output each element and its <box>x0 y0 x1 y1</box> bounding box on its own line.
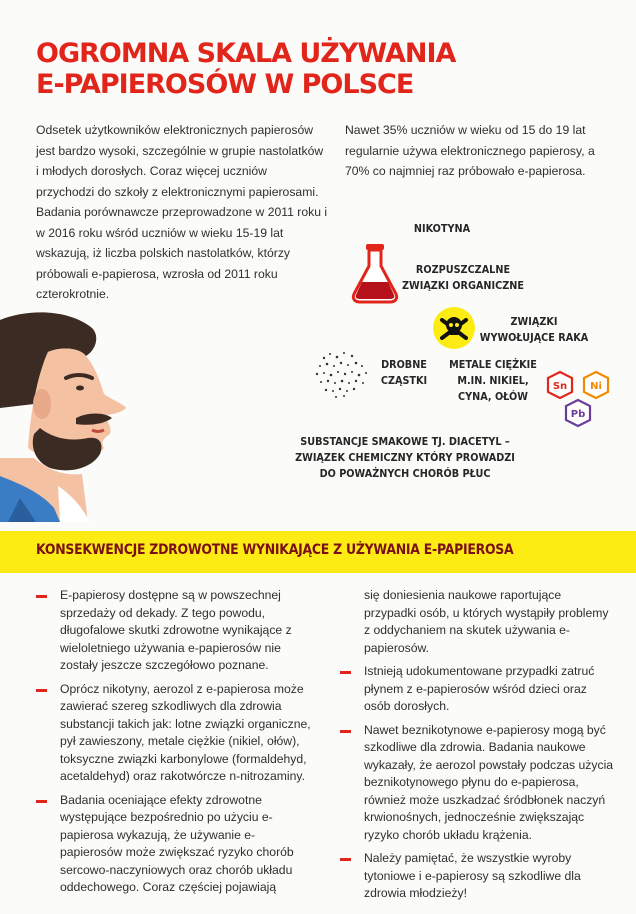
title-line-2: E-PAPIEROSÓW W POLSCE <box>36 69 414 100</box>
element-ni: Ni <box>590 381 602 392</box>
bullet-dash-icon <box>36 800 47 803</box>
consequences-list-left <box>36 587 311 903</box>
consequences-list-right <box>340 587 614 909</box>
list-item: Badania oceniające efekty zdrowotne występujące bezpośrednio po użyciu e-papierosa wykazują, że używanie e-papierosów może zwiększać ryzyko chorób sercowo-naczyniowych oraz chorób układu oddechowego. Coraz częściej pojawiają <box>36 792 311 897</box>
bullet-dash-icon <box>36 595 47 598</box>
label-carcinogens: ZWIĄZKI WYWOŁUJĄCE RAKA <box>479 315 589 344</box>
list-item: Nawet beznikotynowe e-papierosy mogą być szkodliwe dla zdrowia. Badania naukowe wykazały, że aerozol powstały podczas użycia beznikotynowego płynu do e-papierosa, również może uszkadzać śródbłonek naczyń krwionośnych, jednocześnie zwiększając ryzyko chorób układu krążenia. <box>340 722 614 845</box>
page-title <box>36 38 455 100</box>
list-item: Istnieją udokumentowane przypadki zatruć płynem z e-papierosów wśród dzieci oraz osób dorosłych. <box>340 663 614 716</box>
bullet-dash-icon <box>340 858 351 861</box>
list-item: Należy pamiętać, że wszystkie wyroby tytoniowe i e-papierosy są szkodliwe dla zdrowia młodzieży! <box>340 850 614 903</box>
skull-crossbones-icon <box>432 306 476 350</box>
element-sn: Sn <box>552 381 568 392</box>
element-hexagons-icon <box>546 370 612 432</box>
section-heading: KONSEKWENCJE ZDROWOTNE WYNIKAJĄCE Z UŻYWANIA E-PAPIEROSA <box>36 542 514 558</box>
label-nicotine: NIKOTYNA <box>413 222 471 235</box>
list-item: Oprócz nikotyny, aerozol z e-papierosa może zawierać szereg szkodliwych dla zdrowia substancji takich jak: lotne związki organiczne, pył zawieszony, metale ciężkie (nikiel, ołów), toksyczne związki karbonylowe (formaldehyd, acetaldehyd) oraz rakotwórcze n-nitrozaminy. <box>36 681 311 786</box>
face-profile-illustration <box>0 308 160 522</box>
bullet-dash-icon <box>340 671 351 674</box>
intro-paragraph-right: Nawet 35% uczniów w wieku od 15 do 19 lat regularnie używa elektronicznego papierosy, a 70% co najmniej raz próbowało e-papierosa. <box>345 123 595 178</box>
label-heavy-metals: METALE CIĘŻKIE M.IN. NIKIEL, CYNA, OŁÓW <box>449 358 537 403</box>
list-item-continuation: się doniesienia naukowe raportujące przypadki osób, u których wystąpiły problemy z oddychaniem na skutek używania e-papierosów. <box>364 588 609 655</box>
intro-paragraph-left: Odsetek użytkowników elektronicznych papierosów jest bardzo wysoki, szczególnie w grupie nastolatków i młodych dorosłych. Coraz więcej uczniów przychodzi do szkoły z elektronicznymi papierosami. Badania porównawcze przeprowadzone w 2011 roku i w 2016 roku wśród uczniów w wieku 15-19 lat wskazują, iż liczba polskich nastolatków, którzy próbowali e-papierosa, wzrosła od 2011 roku czterokrotnie. <box>36 123 328 301</box>
bullet-dash-icon <box>340 730 351 733</box>
label-flavorings: SUBSTANCJE SMAKOWE TJ. DIACETYL – ZWIĄZEK CHEMICZNY KTÓRY PROWADZI DO POWAŻNYCH CHORÓB PŁUC <box>295 435 515 480</box>
section-banner <box>0 531 636 573</box>
flask-icon <box>350 242 400 304</box>
particles-icon <box>312 348 372 400</box>
element-pb: Pb <box>570 409 586 420</box>
bullet-dash-icon <box>36 689 47 692</box>
label-particles: DROBNE CZĄSTKI <box>380 358 428 387</box>
title-line-1: OGROMNA SKALA UŻYWANIA <box>36 38 456 69</box>
list-item: E-papierosy dostępne są w powszechnej sprzedaży od dekady. Z tego powodu, długofalowe skutki zdrowotne wynikające z wieloletniego używania e-papierosów nie zostały jeszcze szczegółowo poznane. <box>36 587 311 675</box>
label-solvents: ROZPUSZCZALNE ZWIĄZKI ORGANICZNE <box>402 263 524 292</box>
